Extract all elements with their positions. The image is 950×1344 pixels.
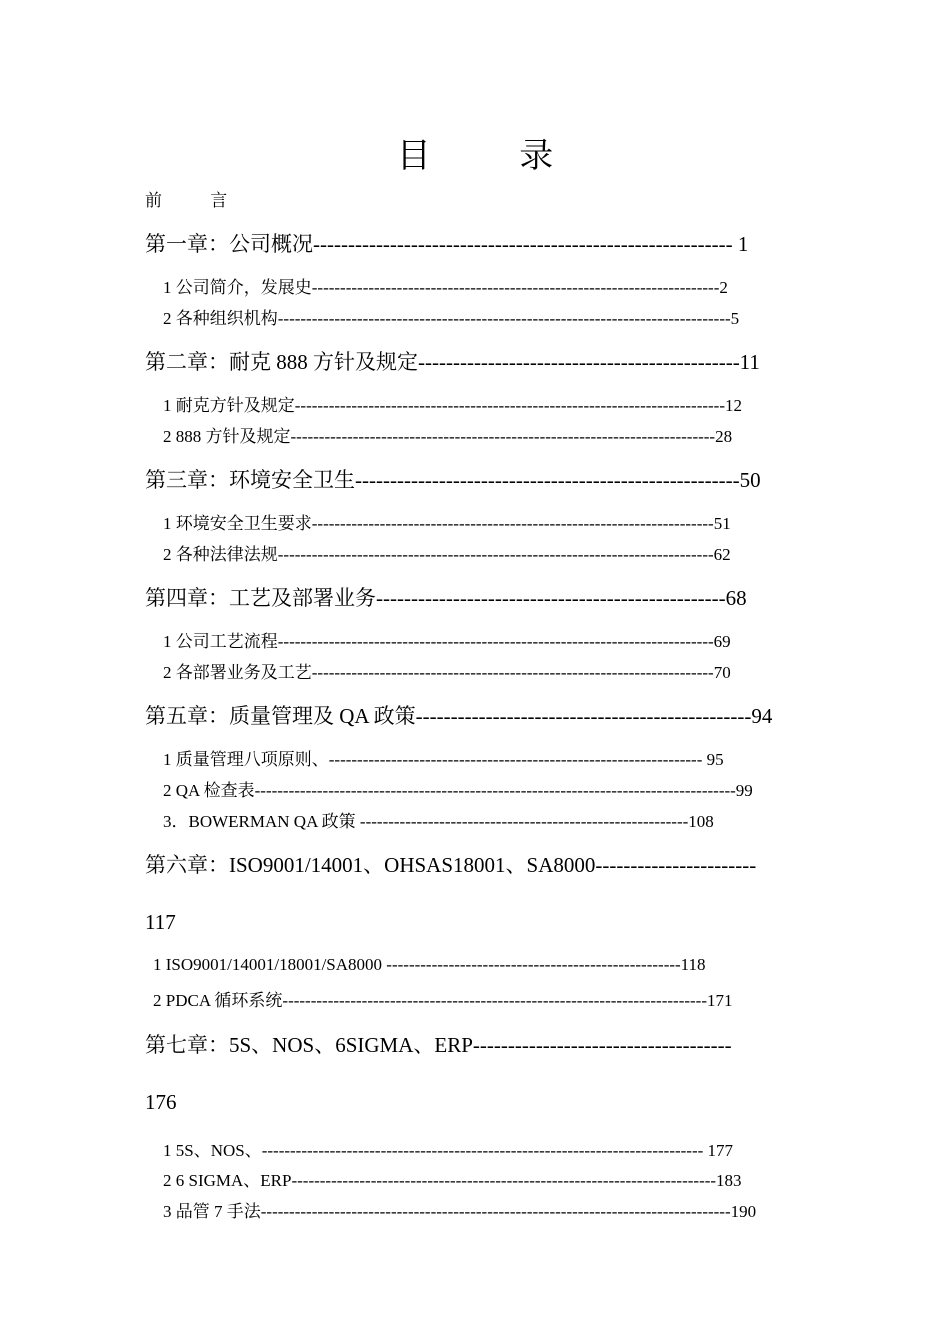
page-title: 目 录	[396, 138, 594, 175]
toc-chapter-7: 第七章：5S、NOS、6SIGMA、ERP-------------------------------------	[145, 1033, 732, 1057]
toc-section: 1 5S、NOS、------------------------------------------------------------------------------ 177	[163, 1141, 734, 1160]
toc-section: 1 环境安全卫生要求-----------------------------------------------------------------------51	[163, 514, 731, 533]
toc-section: 1 质量管理八项原则、------------------------------------------------------------------ 95	[163, 750, 724, 769]
toc-section: 2 888 方针及规定---------------------------------------------------------------------------28	[163, 427, 733, 446]
toc-section: 2 各种法律法规-----------------------------------------------------------------------------62	[163, 545, 731, 564]
toc-section: 1 公司简介，发展史------------------------------------------------------------------------2	[163, 278, 728, 297]
toc-chapter-2: 第二章：耐克 888 方针及规定----------------------------------------------11	[145, 350, 760, 374]
toc-preface: 前 言	[145, 191, 250, 210]
toc-section: 2 各种组织机构--------------------------------------------------------------------------------5	[163, 309, 740, 328]
toc-section: 2 6 SIGMA、ERP---------------------------------------------------------------------------183	[163, 1171, 742, 1190]
toc-section: 1 耐克方针及规定----------------------------------------------------------------------------12	[163, 396, 742, 415]
toc-section: 2 PDCA 循环系统---------------------------------------------------------------------------171	[153, 991, 733, 1010]
toc-chapter-3: 第三章：环境安全卫生-------------------------------------------------------50	[145, 468, 761, 492]
toc-section: 2 QA 检查表-------------------------------------------------------------------------------------99	[163, 781, 753, 800]
toc-chapter-6-page: 117	[145, 910, 176, 934]
toc-chapter-6: 第六章：ISO9001/14001、OHSAS18001、SA8000-----------------------	[145, 853, 757, 877]
toc-section: 1 公司工艺流程-----------------------------------------------------------------------------69	[163, 632, 731, 651]
toc-chapter-1: 第一章：公司概况------------------------------------------------------------ 1	[145, 232, 749, 256]
toc-chapter-5: 第五章：质量管理及 QA 政策------------------------------------------------94	[145, 704, 773, 728]
toc-chapter-7-page: 176	[145, 1090, 177, 1114]
toc-section: 1 ISO9001/14001/18001/SA8000 ----------------------------------------------------118	[153, 955, 706, 974]
toc-chapter-4: 第四章：工艺及部署业务--------------------------------------------------68	[145, 586, 747, 610]
toc-section: 3．BOWERMAN QA 政策 ----------------------------------------------------------108	[163, 812, 714, 831]
toc-section: 2 各部署业务及工艺-----------------------------------------------------------------------70	[163, 663, 731, 682]
toc-section: 3 品管 7 手法-----------------------------------------------------------------------------------190	[163, 1202, 757, 1221]
